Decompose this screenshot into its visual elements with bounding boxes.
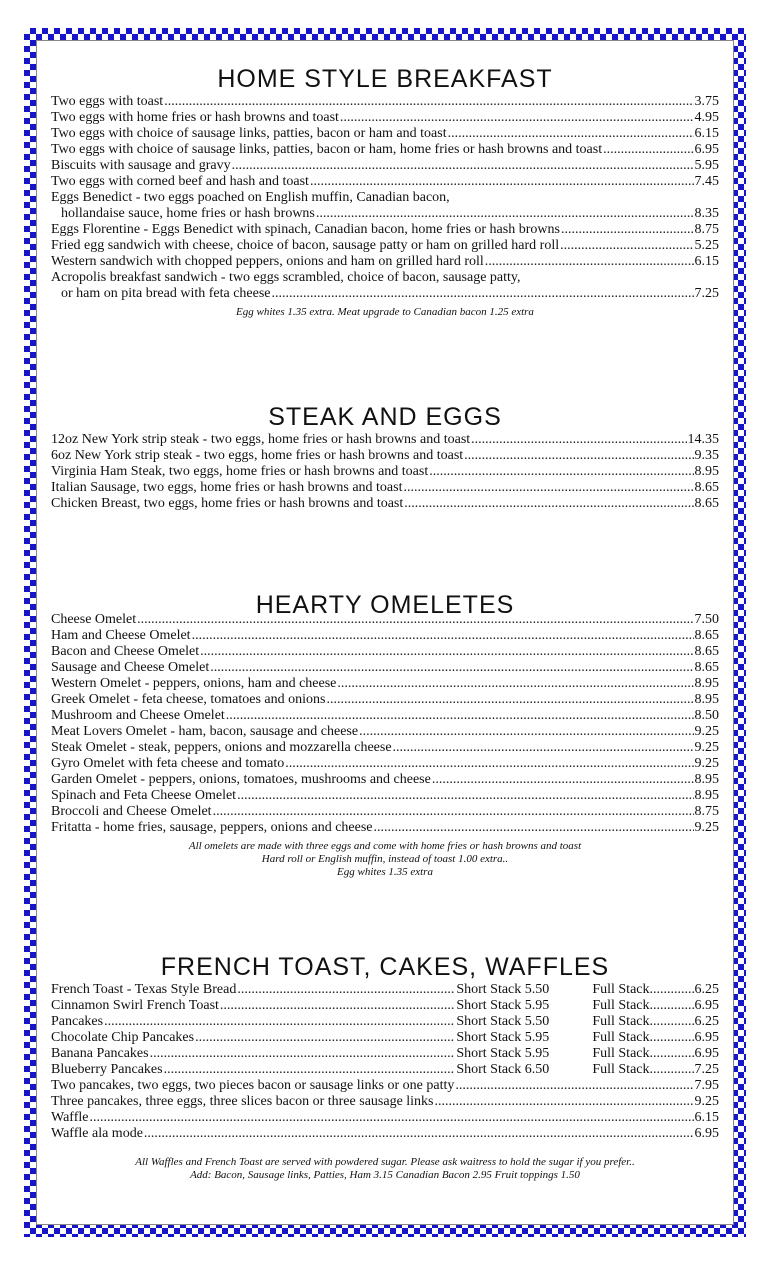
note-line: Egg whites 1.35 extra. Meat upgrade to Canadian bacon 1.25 extra: [236, 306, 534, 318]
item-name: Waffle ala mode: [51, 1126, 143, 1141]
menu-item: [51, 772, 719, 788]
leader-dots: [237, 788, 693, 804]
menu-item: [51, 628, 719, 644]
item-price: 9.25: [694, 820, 719, 835]
item-name: Spinach and Feta Cheese Omelet: [51, 788, 237, 803]
item-price: 8.75: [694, 222, 719, 237]
leader-dots: [316, 206, 694, 222]
short-stack-price: Short Stack 5.50: [456, 982, 550, 997]
leader-dots: [310, 174, 694, 190]
menu-item: [51, 820, 719, 836]
item-name: Two eggs with home fries or hash browns and toast: [51, 110, 339, 125]
menu-item: [51, 496, 719, 512]
item-name: Fried egg sandwich with cheese, choice of bacon, sausage patty or ham on grilled hard roll: [51, 238, 560, 253]
item-price: 8.65: [694, 496, 719, 511]
item-name: Chocolate Chip Pancakes: [51, 1030, 195, 1045]
leader-dots: [650, 982, 695, 998]
item-price: 8.65: [694, 628, 719, 643]
full-stack-label: Full Stack: [592, 998, 650, 1013]
full-stack-price: 6.95: [694, 1046, 719, 1061]
menu-item: [51, 480, 719, 496]
leader-dots: [561, 222, 694, 238]
menu-item: [51, 692, 719, 708]
item-price: 3.75: [694, 94, 719, 109]
leader-dots: [232, 158, 694, 174]
leader-dots: [650, 998, 695, 1014]
menu-item: [51, 708, 719, 724]
leader-dots: [340, 110, 694, 126]
menu-item: [51, 110, 719, 126]
note-line: Add: Bacon, Sausage links, Patties, Ham 3.15 Canadian Bacon 2.95 Fruit toppings 1.50: [190, 1169, 580, 1181]
item-name: Meat Lovers Omelet - ham, bacon, sausage and cheese: [51, 724, 359, 739]
item-name: Two eggs with corned beef and hash and toast: [51, 174, 309, 189]
section-french-toast-cakes-waffles: [51, 952, 719, 1182]
leader-dots: [374, 820, 694, 836]
item-price: 8.65: [694, 480, 719, 495]
leader-dots: [650, 1030, 695, 1046]
stack-row: [51, 1062, 719, 1078]
item-price: 7.50: [694, 612, 719, 627]
menu-item: [51, 448, 719, 464]
menu-item: [51, 756, 719, 772]
item-price: 5.95: [694, 158, 719, 173]
leader-dots: [210, 660, 693, 676]
section-title: FRENCH TOAST, CAKES, WAFFLES: [160, 953, 610, 981]
item-price: 8.35: [694, 206, 719, 221]
full-stack-price: 6.25: [694, 982, 719, 997]
menu-item: [51, 286, 719, 302]
full-stack-label: Full Stack: [592, 1062, 650, 1077]
item-name: Western sandwich with chopped peppers, onions and ham on grilled hard roll: [51, 254, 484, 269]
leader-dots: [144, 1126, 694, 1142]
leader-dots: [448, 126, 694, 142]
item-name: Italian Sausage, two eggs, home fries or hash browns and toast: [51, 480, 403, 495]
item-name: Western Omelet - peppers, onions, ham and cheese: [51, 676, 337, 691]
menu-item: [51, 222, 719, 238]
item-name: Two eggs with choice of sausage links, patties, bacon or ham and toast: [51, 126, 447, 141]
leader-dots: [326, 692, 693, 708]
item-price: 14.35: [687, 432, 719, 447]
menu-item-line: [51, 270, 719, 286]
item-name: Steak Omelet - steak, peppers, onions and mozzarella cheese: [51, 740, 392, 755]
menu-item: [51, 432, 719, 448]
leader-dots: [213, 804, 694, 820]
menu-item: [51, 1078, 719, 1094]
item-price: 6.15: [694, 254, 719, 269]
item-name-continued: or ham on pita bread with feta cheese: [61, 286, 271, 301]
item-name-continued: hollandaise sauce, home fries or hash browns: [61, 206, 315, 221]
item-price: 6.15: [694, 126, 719, 141]
note-line: Hard roll or English muffin, instead of toast 1.00 extra..: [261, 853, 509, 865]
leader-dots: [337, 676, 693, 692]
note-line: Egg whites 1.35 extra: [337, 866, 433, 878]
leader-dots: [195, 1030, 455, 1046]
full-stack-price: 7.25: [694, 1062, 719, 1077]
leader-dots: [560, 238, 693, 254]
item-name: French Toast - Texas Style Bread: [51, 982, 237, 997]
item-name: Virginia Ham Steak, two eggs, home fries or hash browns and toast: [51, 464, 429, 479]
leader-dots: [650, 1046, 695, 1062]
item-price: 6.95: [694, 142, 719, 157]
section-title: HEARTY OMELETES: [255, 591, 515, 619]
item-name: 6oz New York strip steak - two eggs, home fries or hash browns and toast: [51, 448, 464, 463]
full-stack-label: Full Stack: [592, 1030, 650, 1045]
item-name: Cinnamon Swirl French Toast: [51, 998, 219, 1013]
menu-item: [51, 740, 719, 756]
menu-item: [51, 94, 719, 110]
item-price: 5.25: [694, 238, 719, 253]
item-price: 8.95: [694, 464, 719, 479]
item-name: Two eggs with choice of sausage links, patties, bacon or ham, home fries or hash browns and toast: [51, 142, 603, 157]
short-stack-price: Short Stack 6.50: [456, 1062, 550, 1077]
item-price: 8.95: [694, 788, 719, 803]
leader-dots: [403, 480, 693, 496]
item-price: 8.95: [694, 772, 719, 787]
short-stack-price: Short Stack 5.50: [456, 1014, 550, 1029]
leader-dots: [432, 772, 694, 788]
item-name: Mushroom and Cheese Omelet: [51, 708, 225, 723]
section-steak-and-eggs: [51, 402, 719, 512]
leader-dots: [150, 1046, 456, 1062]
item-name: Chicken Breast, two eggs, home fries or hash browns and toast: [51, 496, 404, 511]
leader-dots: [603, 142, 693, 158]
item-price: 9.25: [694, 756, 719, 771]
item-name: Eggs Florentine - Eggs Benedict with spinach, Canadian bacon, home fries or hash browns: [51, 222, 560, 237]
item-name: Broccoli and Cheese Omelet: [51, 804, 212, 819]
leader-dots: [393, 740, 694, 756]
section-home-style-breakfast: [51, 64, 719, 319]
menu-item: [51, 660, 719, 676]
full-stack-label: Full Stack: [592, 1014, 650, 1029]
item-price: 9.35: [694, 448, 719, 463]
stack-row: [51, 1046, 719, 1062]
leader-dots: [285, 756, 693, 772]
menu-item: [51, 464, 719, 480]
menu-item-line: [51, 190, 719, 206]
menu-item: [51, 644, 719, 660]
stack-row: [51, 982, 719, 998]
item-price: 7.25: [694, 286, 719, 301]
menu-item: [51, 158, 719, 174]
item-price: 9.25: [694, 740, 719, 755]
leader-dots: [485, 254, 694, 270]
leader-dots: [104, 1014, 455, 1030]
menu-item: [51, 254, 719, 270]
leader-dots: [237, 982, 455, 998]
item-name: 12oz New York strip steak - two eggs, home fries or hash browns and toast: [51, 432, 471, 447]
item-name: Eggs Benedict - two eggs poached on English muffin, Canadian bacon,: [51, 190, 450, 205]
stack-row: [51, 998, 719, 1014]
leader-dots: [404, 496, 693, 512]
item-price: 6.15: [694, 1110, 719, 1125]
section-title: STEAK AND EGGS: [268, 403, 502, 431]
menu-item: [51, 142, 719, 158]
menu-item: [51, 1126, 719, 1142]
item-price: 8.95: [694, 676, 719, 691]
item-name: Two pancakes, two eggs, two pieces bacon or sausage links or one patty: [51, 1078, 455, 1093]
item-name: Ham and Cheese Omelet: [51, 628, 191, 643]
item-price: 8.75: [694, 804, 719, 819]
section-note: [51, 1156, 719, 1182]
leader-dots: [192, 628, 694, 644]
menu-item: [51, 724, 719, 740]
full-stack-price: 6.95: [694, 998, 719, 1013]
section-note: [51, 840, 719, 879]
menu-item: [51, 1094, 719, 1110]
leader-dots: [226, 708, 694, 724]
leader-dots: [220, 998, 455, 1014]
leader-dots: [164, 1062, 456, 1078]
full-stack-price: 6.95: [694, 1030, 719, 1045]
leader-dots: [89, 1110, 693, 1126]
leader-dots: [272, 286, 694, 302]
menu-item: [51, 1110, 719, 1126]
leader-dots: [164, 94, 693, 110]
leader-dots: [359, 724, 693, 740]
leader-dots: [137, 612, 693, 628]
item-price: 8.65: [694, 660, 719, 675]
item-name: Two eggs with toast: [51, 94, 164, 109]
item-name: Sausage and Cheese Omelet: [51, 660, 210, 675]
section-note: [51, 306, 719, 319]
leader-dots: [471, 432, 686, 448]
menu-item: [51, 788, 719, 804]
section-hearty-omeletes: [51, 590, 719, 879]
item-name: Garden Omelet - peppers, onions, tomatoes, mushrooms and cheese: [51, 772, 431, 787]
stack-row: [51, 1030, 719, 1046]
menu-item: [51, 238, 719, 254]
full-stack-label: Full Stack: [592, 982, 650, 997]
item-name: Fritatta - home fries, sausage, peppers, onions and cheese: [51, 820, 373, 835]
leader-dots: [435, 1094, 694, 1110]
note-line: All omelets are made with three eggs and come with home fries or hash browns and toast: [188, 840, 582, 852]
item-name: Bacon and Cheese Omelet: [51, 644, 200, 659]
item-price: 9.25: [694, 1094, 719, 1109]
note-line: All Waffles and French Toast are served with powdered sugar. Please ask waitress to hold the sugar if you prefer..: [135, 1156, 635, 1168]
item-price: 8.95: [694, 692, 719, 707]
item-price: 4.95: [694, 110, 719, 125]
leader-dots: [455, 1078, 693, 1094]
leader-dots: [429, 464, 693, 480]
item-name: Pancakes: [51, 1014, 104, 1029]
short-stack-price: Short Stack 5.95: [456, 1030, 550, 1045]
menu-item: [51, 676, 719, 692]
item-price: 9.25: [694, 724, 719, 739]
leader-dots: [650, 1062, 695, 1078]
item-name: Acropolis breakfast sandwich - two eggs scrambled, choice of bacon, sausage patty,: [51, 270, 521, 285]
menu-item: [51, 126, 719, 142]
item-price: 7.95: [694, 1078, 719, 1093]
item-name: Blueberry Pancakes: [51, 1062, 163, 1077]
item-name: Three pancakes, three eggs, three slices bacon or three sausage links: [51, 1094, 434, 1109]
item-name: Biscuits with sausage and gravy: [51, 158, 231, 173]
full-stack-label: Full Stack: [592, 1046, 650, 1061]
stack-row: [51, 1014, 719, 1030]
section-title: HOME STYLE BREAKFAST: [217, 65, 553, 93]
menu-item: [51, 804, 719, 820]
item-name: Waffle: [51, 1110, 89, 1125]
item-price: 8.50: [694, 708, 719, 723]
item-price: 6.95: [694, 1126, 719, 1141]
item-price: 8.65: [694, 644, 719, 659]
menu-item: [51, 612, 719, 628]
menu-item: [51, 174, 719, 190]
short-stack-price: Short Stack 5.95: [456, 1046, 550, 1061]
leader-dots: [464, 448, 693, 464]
menu-item: [51, 206, 719, 222]
short-stack-price: Short Stack 5.95: [456, 998, 550, 1013]
leader-dots: [200, 644, 693, 660]
leader-dots: [650, 1014, 695, 1030]
item-name: Gyro Omelet with feta cheese and tomato: [51, 756, 285, 771]
item-name: Cheese Omelet: [51, 612, 137, 627]
item-name: Greek Omelet - feta cheese, tomatoes and onions: [51, 692, 326, 707]
item-name: Banana Pancakes: [51, 1046, 149, 1061]
item-price: 7.45: [694, 174, 719, 189]
full-stack-price: 6.25: [694, 1014, 719, 1029]
